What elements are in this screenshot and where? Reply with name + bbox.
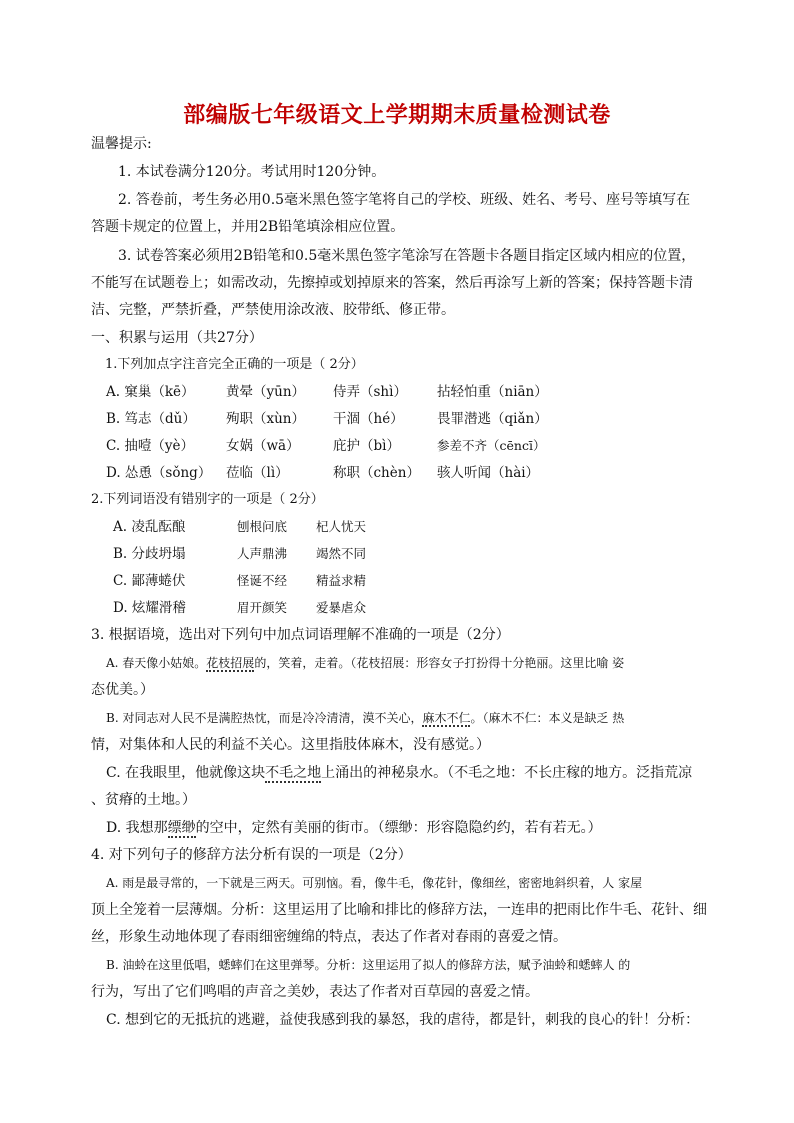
q2-b-1: B. 分歧坍塌 [113,546,186,562]
q1-c-3: 庇护（bì） [333,438,400,454]
q3-d-dotted-word: 缥缈 [167,820,196,836]
q2-d-2: 眉开颜笑 [237,600,288,615]
tips-item-3-line-1: 3. 试卷答案必须用2B铅笔和0.5毫米黑色签字笔涂写在答题卡各题目指定区域内相应的位置， [118,248,696,264]
q2-a-1: A. 凌乱酝酿 [113,519,186,535]
q2-d-1: D. 炫耀滑稽 [113,600,186,616]
q1-d-1: D. 怂恿（sǒng） [106,465,212,481]
page-title: 部编版七年级语文上学期期末质量检测试卷 [183,103,611,128]
q3-option-b-line-2: 情，对集体和人民的利益不关心。这里指肢体麻木，没有感觉。） [91,737,490,753]
tips-item-2-line-1: 2. 答卷前，考生务必用0.5毫米黑色签字笔将自己的学校、班级、姓名、考号、座号等填写在 [118,192,691,208]
q1-d-2: 莅临（lì） [226,465,289,481]
q3-option-c-line-1 [106,764,692,782]
q2-b-2: 人声鼎沸 [237,546,288,561]
q3-c-dotted-word: 不毛之地 [265,765,322,781]
q2-a-2: 刨根问底 [237,519,288,534]
q3-option-a-line-1 [106,654,624,672]
q3-b-text: B. 对同志对人民不是满腔热忱，而是冷冷清清，漠不关心， [106,711,423,725]
q1-a-4: 拈轻怕重（niān） [437,384,548,400]
q2-c-3: 精益求精 [316,573,367,588]
q1-a-2: 黄晕（yūn） [226,384,306,400]
q3-c-text: C. 在我眼里，他就像这块 [106,765,266,781]
q4-option-a-line-2: 顶上全笼着一层薄烟。分析：这里运用了比喻和排比的修辞方法，一连串的把雨比作牛毛、花针、细 [91,902,707,918]
q3-option-b-line-1 [106,709,624,727]
tips-item-2-line-2: 答题卡规定的位置上，并用2B铅笔填涂相应位置。 [91,219,405,235]
q4-option-a-line-1: A. 雨是最寻常的，一下就是三两天。可别恼。看，像牛毛，像花针，像细丝，密密地斜织着，人 家屋 [106,876,643,890]
q1-d-4: 骇人听闻（hài） [437,465,540,481]
section-heading: 一、积累与运用（共27分） [91,330,263,346]
q3-b-dotted-word: 麻木不仁 [422,711,471,725]
q4-option-a-line-3: 丝，形象生动地体现了春雨细密缠绵的特点，表达了作者对春雨的喜爱之情。 [91,929,567,945]
q1-b-1: B. 笃志（dǔ） [106,411,196,427]
q3-option-a-line-2: 态优美。） [91,682,154,698]
q1-c-1: C. 抽噎（yè） [106,438,195,454]
q3-c-text-rest: 上涌出的神秘泉水。（不毛之地：不长庄稼的地方。泛指荒凉 [321,765,693,781]
q1-c-4: 参差不齐（cēncī） [437,438,546,453]
q4-option-b-line-1: B. 油蛉在这里低唱，蟋蟀们在这里弹琴。分析：这里运用了拟人的修辞方法，赋予油蛉和蟋蟀人 的 [106,958,631,972]
q3-option-d-line-1 [106,819,602,837]
q2-c-2: 怪诞不经 [237,573,288,588]
q1-a-3: 侍弄（shì） [333,384,407,400]
q1-d-3: 称职（chèn） [333,465,420,481]
q1-b-4: 畏罪潜逃（qiǎn） [437,411,548,427]
q3-a-text: A. 春天像小姑娘。 [106,656,207,670]
q2-a-3: 杞人忧天 [316,519,367,534]
tips-item-3-line-3: 洁、完整，严禁折叠，严禁使用涂改液、胶带纸、修正带。 [91,302,455,318]
tips-heading: 温馨提示: [91,136,152,152]
q1-c-2: 女娲（wā） [226,438,300,454]
q3-d-text: D. 我想那 [106,820,168,836]
question-4-stem: 4. 对下列句子的修辞方法分析有误的一项是（2分） [91,847,412,863]
q3-d-text-rest: 的空中，定然有美丽的街市。（缥缈：形容隐隐约约，若有若无。） [195,820,602,836]
q1-b-3: 干涸（hé） [333,411,404,427]
tips-item-1: 1. 本试卷满分120分。考试用时120分钟。 [118,164,386,180]
question-2-stem: 2.下列词语没有错别字的一项是（ 2分） [91,492,324,507]
q3-a-text-rest: 的，笑着，走着。（花枝招展：形容女子打扮得十分艳丽。这里比喻 姿 [254,656,625,670]
tips-item-3-line-2: 不能写在试题卷上；如需改动，先擦掉或划掉原来的答案，然后再涂写上新的答案；保持答题卡清 [91,275,693,291]
q4-option-c-line-1: C. 想到它的无抵抗的逃避，益使我感到我的暴怒，我的虐待，都是针，刺我的良心的针！分析： [106,1012,700,1028]
q2-d-3: 爱暴虐众 [316,600,367,615]
q2-c-1: C. 鄙薄蜷伏 [113,573,186,589]
q2-b-3: 竭然不同 [316,546,367,561]
question-3-stem: 3. 根据语境，选出对下列句中加点词语理解不准确的一项是（2分） [91,627,510,643]
q4-option-b-line-2: 行为，写出了它们鸣唱的声音之美妙，表达了作者对百草园的喜爱之情。 [91,984,539,1000]
q1-a-1: A. 窠巢（kē） [106,384,195,400]
q3-a-dotted-word: 花枝招展 [206,656,255,670]
q3-option-c-line-2: 、贫瘠的土地。） [91,792,196,808]
q1-b-2: 殉职（xùn） [226,411,306,427]
question-1-stem: 1.下列加点字注音完全正确的一项是（ 2分） [105,357,364,372]
q3-b-text-rest: 。（麻木不仁：本义是缺乏 热 [470,711,625,725]
